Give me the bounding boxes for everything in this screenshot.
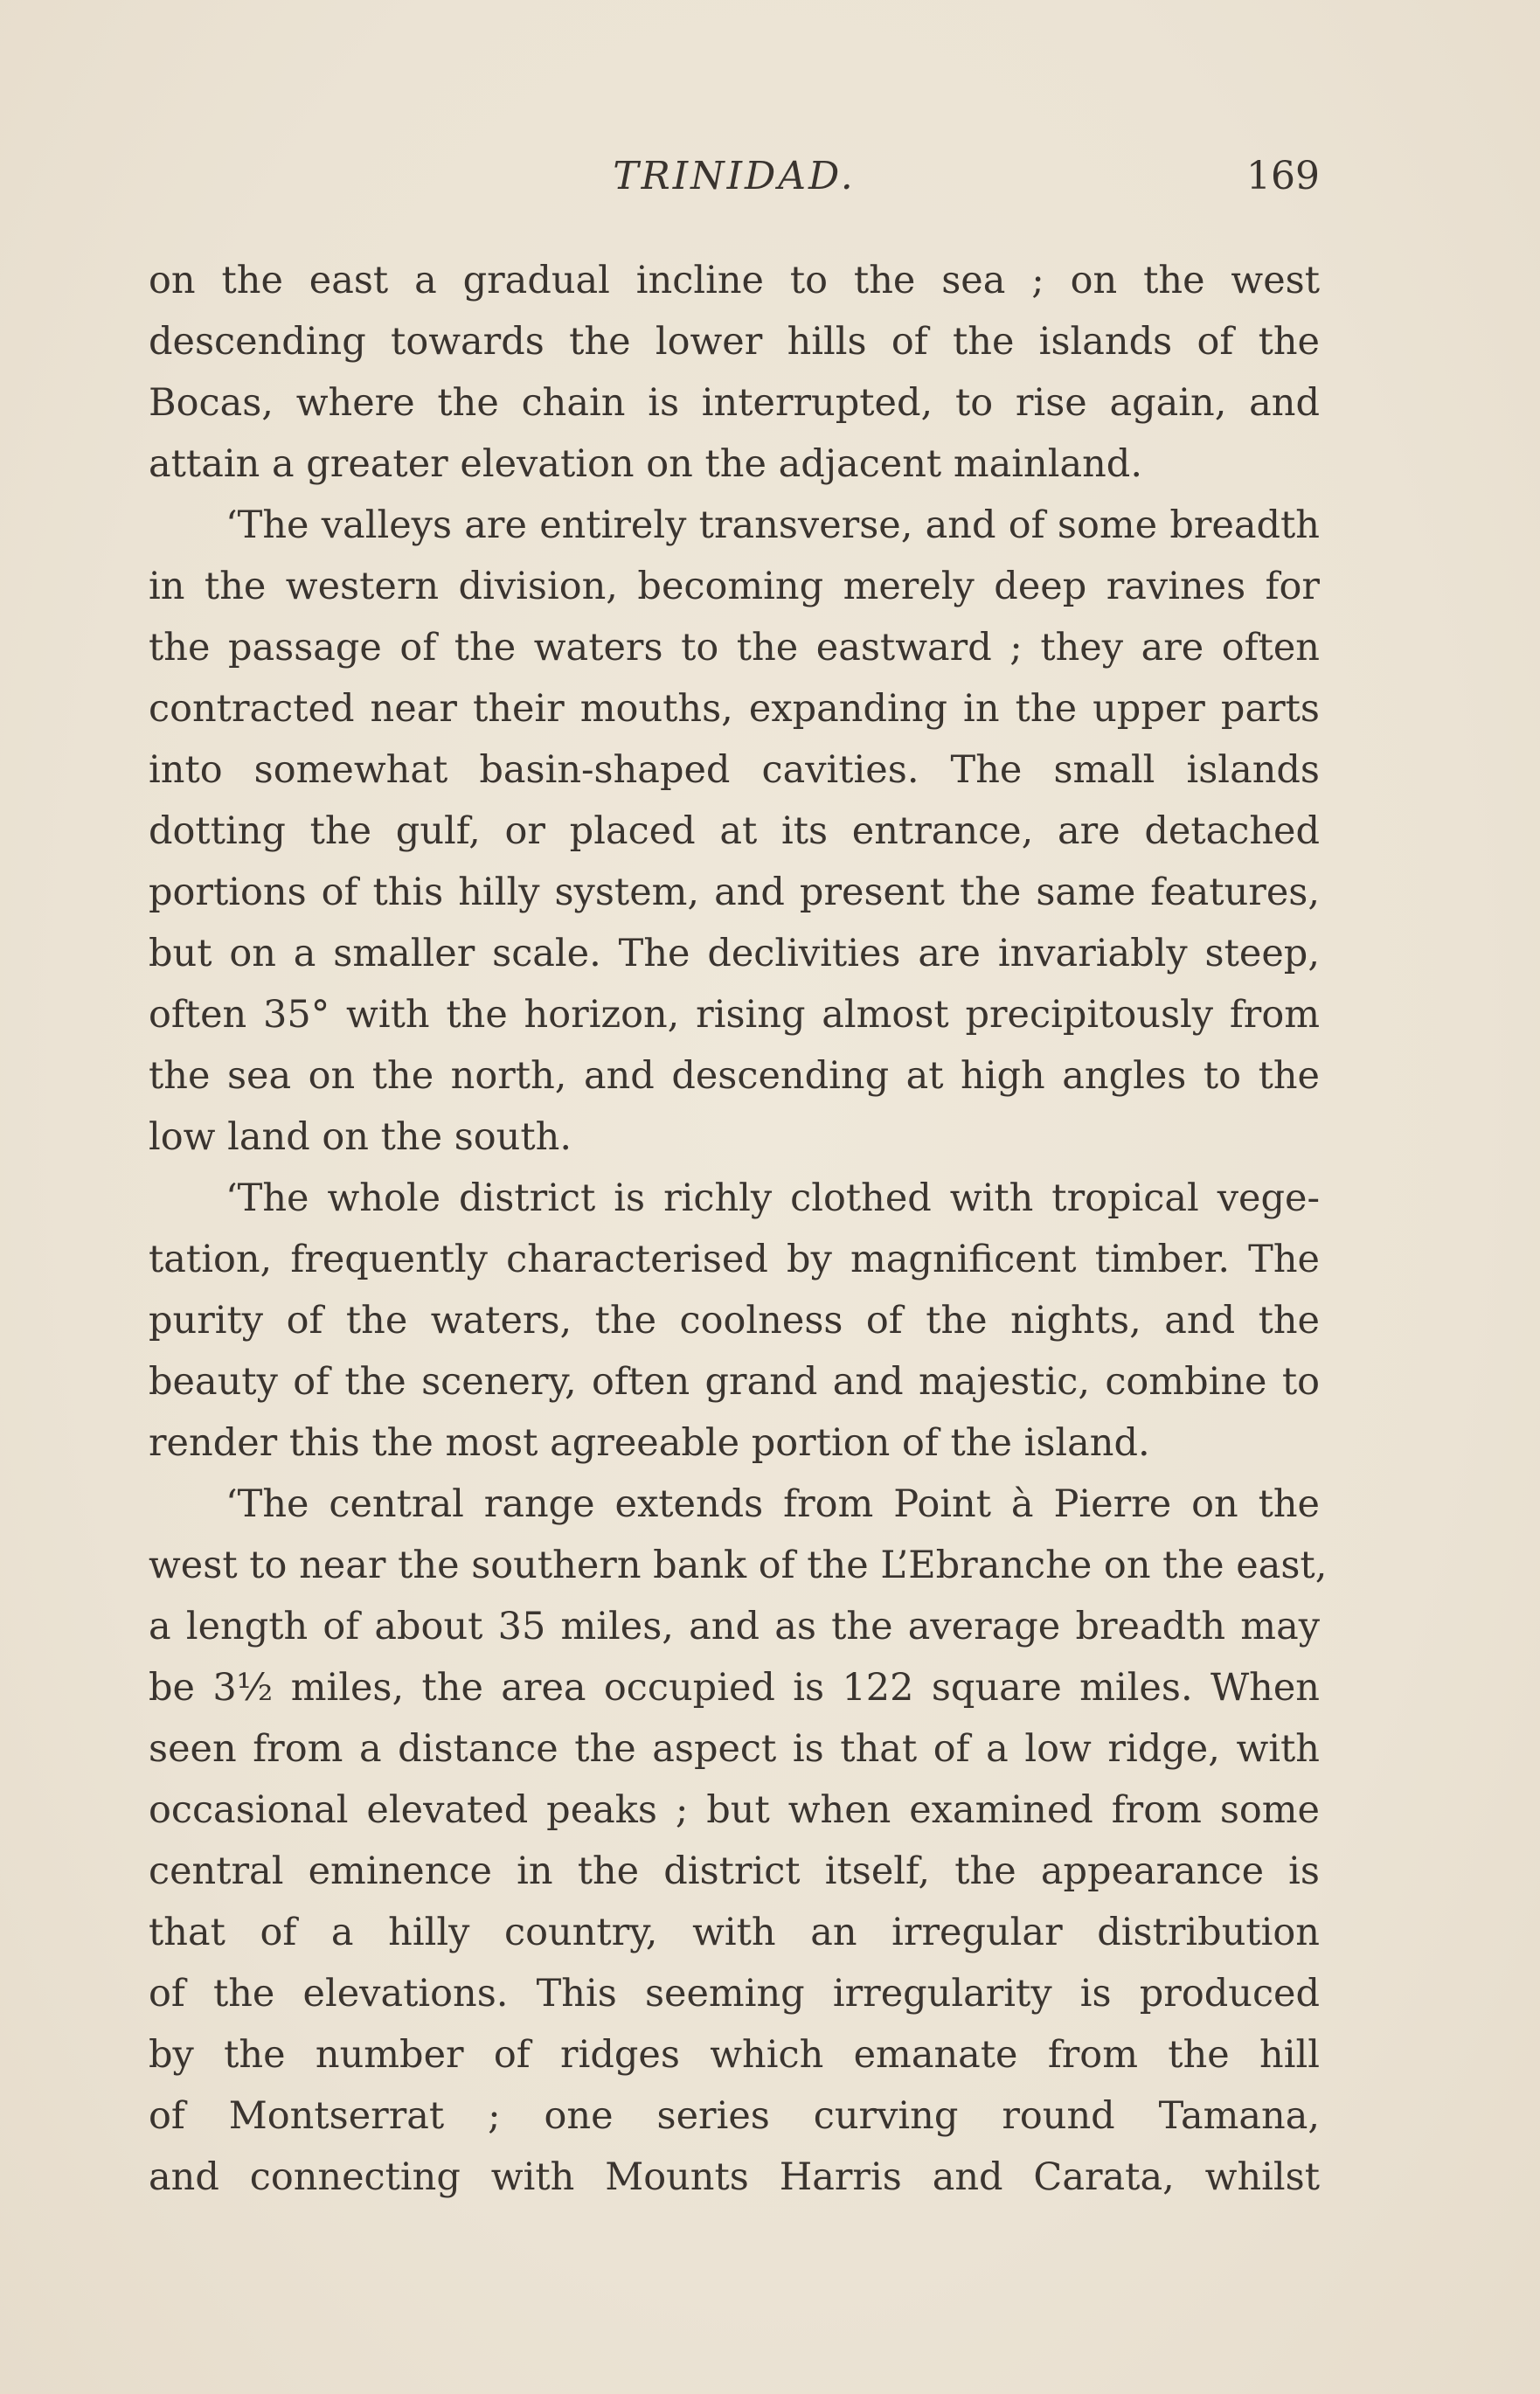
text-line: that of a hilly country, with an irregular distribution [149, 1911, 1320, 1954]
running-title: TRINIDAD. [613, 154, 856, 198]
text-line: render this the most agreeable portion of the island. [149, 1421, 1150, 1465]
text-line: often 35° with the horizon, rising almost precipitously from [149, 993, 1320, 1037]
text-line: attain a greater elevation on the adjacent mainland. [149, 442, 1143, 486]
page-number: 169 [1246, 154, 1320, 198]
text-line: the sea on the north, and descending at high angles to the [149, 1054, 1320, 1098]
text-line: contracted near their mouths, expanding in the upper parts [149, 687, 1320, 731]
text-line: purity of the waters, the coolness of the nights, and the [149, 1299, 1320, 1343]
text-line: portions of this hilly system, and present the same features, [149, 871, 1320, 914]
text-line: low land on the south. [149, 1115, 572, 1159]
text-line: the passage of the waters to the eastward ; they are often [149, 626, 1320, 670]
text-line: ‘The central range extends from Point à Pierre on the [225, 1482, 1320, 1526]
text-line: be 3½ miles, the area occupied is 122 square miles. When [149, 1666, 1320, 1710]
text-line: ‘The whole district is richly clothed with tropical vege- [225, 1176, 1320, 1220]
running-head [149, 150, 1320, 203]
text-line: dotting the gulf, or placed at its entrance, are detached [149, 809, 1320, 853]
text-line: beauty of the scenery, often grand and majestic, combine to [149, 1360, 1320, 1404]
text-line: seen from a distance the aspect is that of a low ridge, with [149, 1727, 1320, 1771]
text-line: in the western division, becoming merely deep ravines for [149, 565, 1320, 608]
text-line: and connecting with Mounts Harris and Carata, whilst [149, 2155, 1320, 2199]
text-line: but on a smaller scale. The declivities are invariably steep, [149, 932, 1320, 975]
text-line: tation, frequently characterised by magnificent timber. The [149, 1238, 1320, 1281]
text-line: on the east a gradual incline to the sea ; on the west [149, 259, 1320, 302]
text-line: by the number of ridges which emanate from the hill [149, 2033, 1320, 2077]
text-line: a length of about 35 miles, and as the average breadth may [149, 1605, 1320, 1648]
text-line: descending towards the lower hills of the islands of the [149, 320, 1320, 364]
text-line: into somewhat basin-shaped cavities. The small islands [149, 748, 1320, 792]
text-line: ‘The valleys are entirely transverse, and of some breadth [225, 503, 1320, 547]
body-text [149, 250, 1328, 2208]
text-line: of the elevations. This seeming irregularity is produced [149, 1972, 1320, 2016]
text-line: Bocas, where the chain is interrupted, to rise again, and [149, 381, 1320, 425]
text-line: occasional elevated peaks ; but when examined from some [149, 1788, 1320, 1832]
text-line: of Montserrat ; one series curving round Tamana, [149, 2094, 1320, 2138]
text-line: west to near the southern bank of the L’Ebranche on the east, [149, 1544, 1328, 1587]
text-line: central eminence in the district itself, the appearance is [149, 1849, 1320, 1893]
